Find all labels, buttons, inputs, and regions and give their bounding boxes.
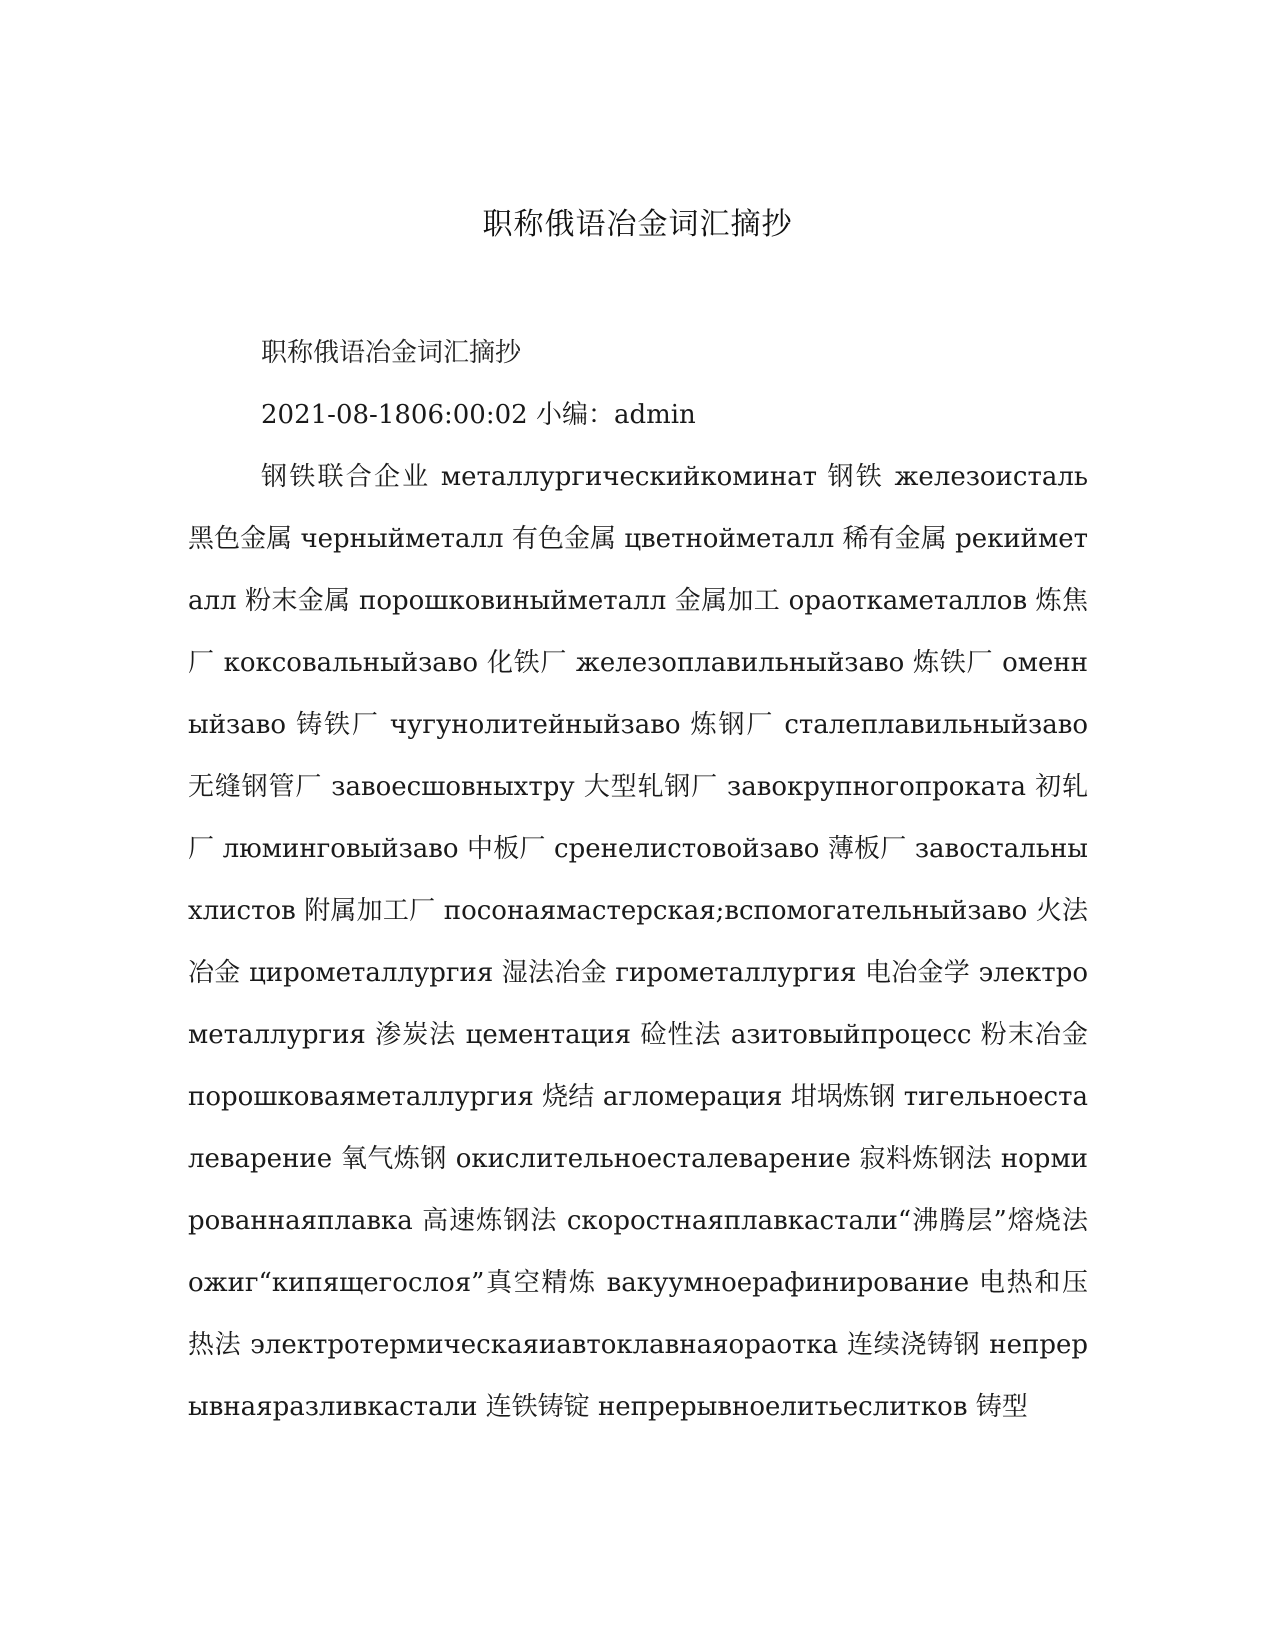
document-paragraph: 钢铁联合企业 металлургическийкоминат 钢铁 железоисталь 黑色金属 черныйметалл 有色金属 цветнойметалл 稀有金属 рекийметалл 粉末金属 порошковиныйметалл 金属加工 ораоткаметаллов 炼焦厂 коксовальныйзаво 化铁厂 железоплавильныйзаво 炼铁厂 оменныйзаво 铸铁厂 чугунолитейныйзаво 炼钢厂 сталеплавильныйзаво 无缝钢管厂 завоесшовныхтру 大型轧钢厂 завокрупногопроката 初轧厂 люминговыйзаво 中板厂 сренелистовойзаво 薄板厂 завостальныхлистов 附属加工厂 посонаямастерская;вспомогательныйзаво 火法冶金 цирометаллургия 湿法冶金 гирометаллургия 电冶金学 электрометаллургия 渗炭法 цементация 硷性法 азитовыйпроцесс 粉末冶金 порошковаяметаллургия 烧结 агломерация 坩埚炼钢 тигельноесталеварение 氧气炼钢 окислительноесталеварение 寂料炼钢法 нормированнаяплавка 高速炼钢法 скоростнаяплавкастали“沸腾层”熔烧法 ожиг“кипящегослоя”真空精炼 вакуумноерафинирование 电热和压热法 электротермическаяиавтоклавнаяораотка 连续浇铸钢 непрерывнаяразливкастали 连铁铸锭 непрерывноелитьеслитков 铸型	[188, 462, 1088, 1422]
document-body	[188, 322, 1088, 1438]
document-title: 职称俄语冶金词汇摘抄	[482, 207, 793, 242]
document-subtitle: 职称俄语冶金词汇摘抄	[261, 338, 522, 368]
document-meta-line: 2021-08-1806:00:02 小编：admin	[261, 400, 696, 430]
